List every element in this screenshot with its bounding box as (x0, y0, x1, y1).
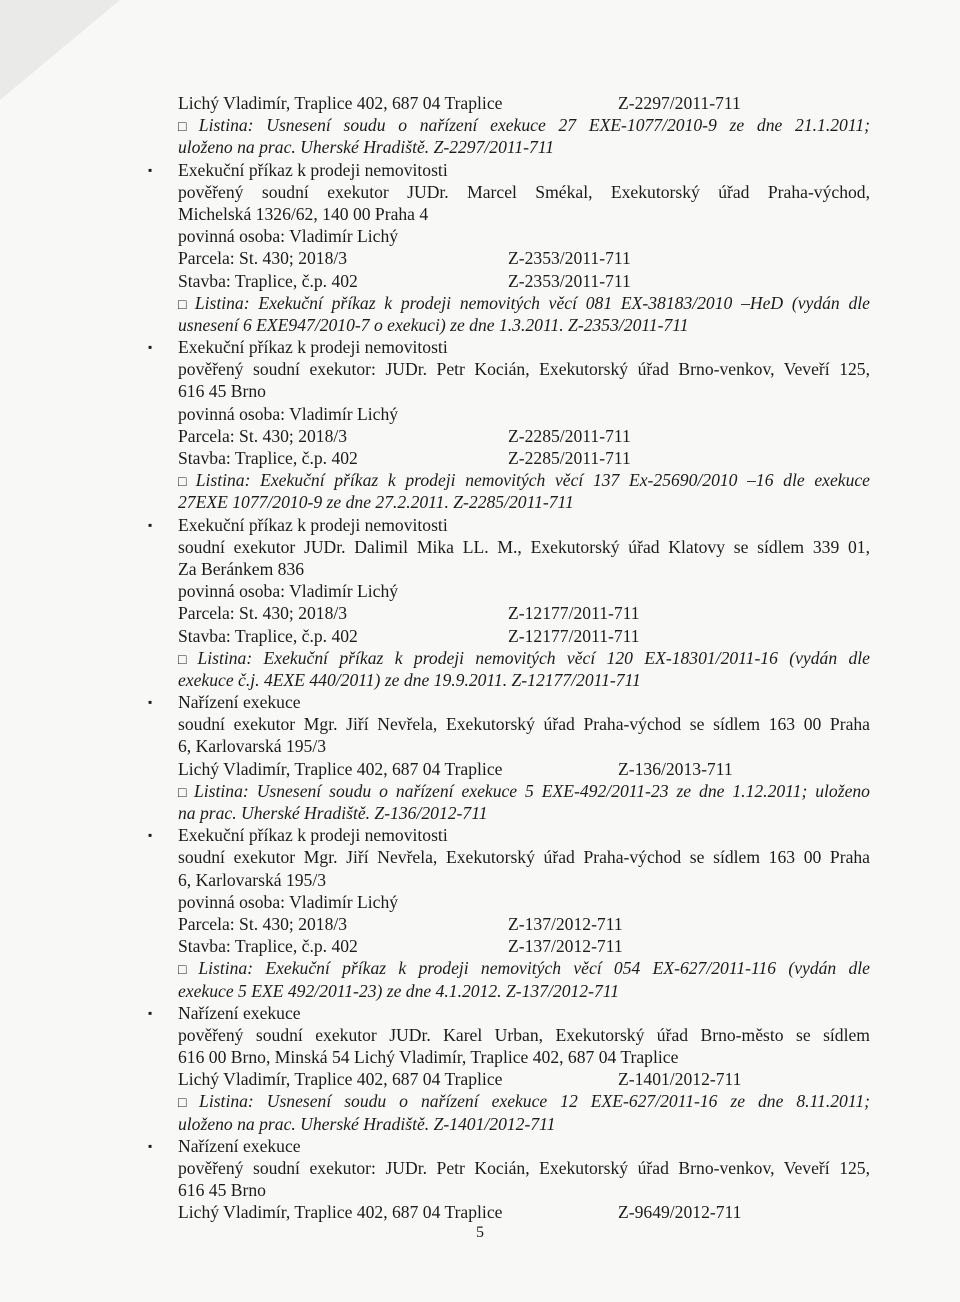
line-text: uloženo na prac. Uherské Hradiště. Z-1401/2012-711 (178, 1113, 556, 1134)
text-line (178, 602, 870, 624)
page-number: 5 (476, 1224, 484, 1241)
bullet-heading (178, 1135, 870, 1157)
text-line (178, 625, 870, 647)
text-line (178, 1046, 870, 1068)
line-text: Lichý Vladimír, Traplice 402, 687 04 Traplice (178, 1202, 503, 1223)
bullet-heading (178, 514, 870, 536)
text-line (178, 735, 870, 757)
reference-number: Z-2353/2011-711 (508, 270, 631, 291)
listina-line (178, 1113, 870, 1135)
text-line (178, 1157, 870, 1179)
text-line (178, 913, 870, 935)
line-text: 6, Karlovarská 195/3 (178, 869, 327, 890)
line-text: Parcela: St. 430; 2018/3 (178, 248, 348, 269)
line-text: povinná osoba: Vladimír Lichý (178, 403, 399, 424)
line-text: Michelská 1326/62, 140 00 Praha 4 (178, 203, 429, 224)
line-text: Listina: Usnesení soudu o nařízení exekuce 5 EXE-492/2011-23 ze dne 1.12.2011; uloženo (194, 780, 870, 801)
text-line (178, 92, 870, 114)
text-line (178, 935, 870, 957)
text-line (178, 358, 870, 380)
line-text: Exekuční příkaz k prodeji nemovitosti (178, 159, 448, 180)
line-text: Parcela: St. 430; 2018/3 (178, 913, 348, 934)
bullet-heading (178, 336, 870, 358)
reference-number: Z-12177/2011-711 (508, 603, 640, 624)
line-text: 6, Karlovarská 195/3 (178, 736, 327, 757)
line-text: pověřený soudní exekutor JUDr. Karel Urban, Exekutorský úřad Brno-město se sídlem (178, 1024, 870, 1045)
line-text: Exekuční příkaz k prodeji nemovitosti (178, 514, 448, 535)
listina-line (178, 980, 870, 1002)
text-line (178, 1068, 870, 1090)
line-text: Lichý Vladimír, Traplice 402, 687 04 Traplice (178, 758, 503, 779)
text-line (178, 203, 870, 225)
text-line (178, 758, 870, 780)
text-line (178, 891, 870, 913)
checkbox-square-icon: □ (178, 120, 195, 136)
reference-number: Z-9649/2012-711 (618, 1202, 742, 1223)
reference-number: Z-2297/2011-711 (618, 93, 741, 113)
line-text: povinná osoba: Vladimír Lichý (178, 581, 399, 602)
line-text: Stavba: Traplice, č.p. 402 (178, 448, 358, 468)
reference-number: Z-2285/2011-711 (508, 448, 631, 468)
text-line (178, 247, 870, 269)
checkbox-square-icon: □ (178, 475, 192, 491)
line-text: Listina: Exekuční příkaz k prodeji nemovitých věcí 054 EX-627/2011-116 (vydán dle (198, 958, 870, 979)
line-text: exekuce č.j. 4EXE 440/2011) ze dne 19.9.2011. Z-12177/2011-711 (178, 669, 641, 690)
checkbox-square-icon: □ (178, 652, 194, 668)
line-text: Listina: Exekuční příkaz k prodeji nemovitých věcí 137 Ex-25690/2010 –16 dle exekuce (195, 470, 870, 491)
line-text: uloženo na prac. Uherské Hradiště. Z-2297/2011-711 (178, 137, 555, 158)
line-text: Stavba: Traplice, č.p. 402 (178, 270, 358, 291)
line-text: Parcela: St. 430; 2018/3 (178, 425, 348, 446)
text-line (178, 558, 870, 580)
checkbox-square-icon: □ (178, 963, 195, 979)
listina-line (178, 469, 870, 491)
text-line (178, 270, 870, 292)
line-text: Stavba: Traplice, č.p. 402 (178, 625, 358, 646)
line-text: Listina: Usnesení soudu o nařízení exekuce 12 EXE-627/2011-16 ze dne 8.11.2011; (199, 1091, 870, 1112)
bullet-heading (178, 1002, 870, 1024)
line-text: Lichý Vladimír, Traplice 402, 687 04 Traplice (178, 1069, 503, 1090)
listina-line (178, 780, 870, 802)
line-text: usnesení 6 EXE947/2010-7 o exekuci) ze dne 1.3.2011. Z-2353/2011-711 (178, 314, 689, 335)
checkbox-square-icon: □ (178, 1096, 196, 1112)
line-text: 27EXE 1077/2010-9 ze dne 27.2.2011. Z-2285/2011-711 (178, 492, 574, 513)
line-text: Nařízení exekuce (178, 1002, 301, 1023)
text-line (178, 846, 870, 868)
scan-shadow (0, 0, 120, 100)
text-line (178, 447, 870, 469)
line-text: na prac. Uherské Hradiště. Z-136/2012-711 (178, 803, 488, 823)
listina-line (178, 136, 870, 158)
text-line (178, 536, 870, 558)
line-text: pověřený soudní exekutor JUDr. Marcel Smékal, Exekutorský úřad Praha-východ, (178, 181, 870, 202)
line-text: Listina: Exekuční příkaz k prodeji nemovitých věcí 120 EX-18301/2011-16 (vydán dle (197, 647, 870, 668)
listina-line (178, 491, 870, 513)
bullet-heading (178, 159, 870, 181)
line-text: Za Beránkem 836 (178, 558, 305, 579)
line-text: Exekuční příkaz k prodeji nemovitosti (178, 825, 448, 846)
line-text: Listina: Exekuční příkaz k prodeji nemovitých věcí 081 EX-38183/2010 –HeD (vydán dle (194, 292, 870, 313)
line-text: povinná osoba: Vladimír Lichý (178, 226, 399, 247)
listina-line (178, 957, 870, 979)
reference-number: Z-2353/2011-711 (508, 248, 631, 269)
checkbox-square-icon: □ (178, 297, 191, 313)
reference-number: Z-12177/2011-711 (508, 625, 640, 646)
text-line (178, 1201, 870, 1223)
line-text: Exekuční příkaz k prodeji nemovitosti (178, 337, 448, 358)
text-line (178, 1024, 870, 1046)
line-text: 616 45 Brno (178, 1180, 266, 1201)
line-text: soudní exekutor Mgr. Jiří Nevřela, Exekutorský úřad Praha-východ se sídlem 163 00 Praha (178, 714, 870, 735)
line-text: pověřený soudní exekutor: JUDr. Petr Kocián, Exekutorský úřad Brno-venkov, Veveří 125, (178, 1158, 870, 1178)
text-line (178, 1179, 870, 1201)
line-text: 616 00 Brno, Minská 54 Lichý Vladimír, Traplice 402, 687 04 Traplice (178, 1047, 679, 1068)
text-line (178, 403, 870, 425)
line-text: Parcela: St. 430; 2018/3 (178, 603, 348, 624)
line-text: 616 45 Brno (178, 381, 266, 402)
listina-line (178, 1090, 870, 1112)
document-body (178, 92, 870, 1224)
text-line (178, 225, 870, 247)
listina-line (178, 314, 870, 336)
line-text: soudní exekutor JUDr. Dalimil Mika LL. M., Exekutorský úřad Klatovy se sídlem 339 01, (178, 536, 870, 557)
text-line (178, 580, 870, 602)
reference-number: Z-136/2013-711 (618, 758, 733, 779)
reference-number: Z-2285/2011-711 (508, 425, 631, 446)
line-text: Nařízení exekuce (178, 1135, 301, 1156)
listina-line (178, 802, 870, 824)
reference-number: Z-137/2012-711 (508, 936, 623, 957)
line-text: povinná osoba: Vladimír Lichý (178, 891, 399, 912)
line-text: exekuce 5 EXE 492/2011-23) ze dne 4.1.2012. Z-137/2012-711 (178, 980, 620, 1001)
listina-line (178, 292, 870, 314)
line-text: soudní exekutor Mgr. Jiří Nevřela, Exekutorský úřad Praha-východ se sídlem 163 00 Praha (178, 847, 870, 868)
checkbox-square-icon: □ (178, 785, 190, 801)
bullet-heading (178, 824, 870, 846)
listina-line (178, 669, 870, 691)
text-line (178, 713, 870, 735)
bullet-heading (178, 691, 870, 713)
line-text: Stavba: Traplice, č.p. 402 (178, 936, 358, 957)
text-line (178, 181, 870, 203)
text-line (178, 380, 870, 402)
line-text: pověřený soudní exekutor: JUDr. Petr Kocián, Exekutorský úřad Brno-venkov, Veveří 125, (178, 359, 870, 380)
reference-number: Z-137/2012-711 (508, 913, 623, 934)
text-line (178, 425, 870, 447)
listina-line (178, 114, 870, 136)
line-text: Nařízení exekuce (178, 692, 301, 713)
line-text: Listina: Usnesení soudu o nařízení exekuce 27 EXE-1077/2010-9 ze dne 21.1.2011; (198, 115, 870, 136)
listina-line (178, 647, 870, 669)
reference-number: Z-1401/2012-711 (618, 1069, 742, 1090)
text-line (178, 869, 870, 891)
line-text: Lichý Vladimír, Traplice 402, 687 04 Traplice (178, 93, 503, 113)
